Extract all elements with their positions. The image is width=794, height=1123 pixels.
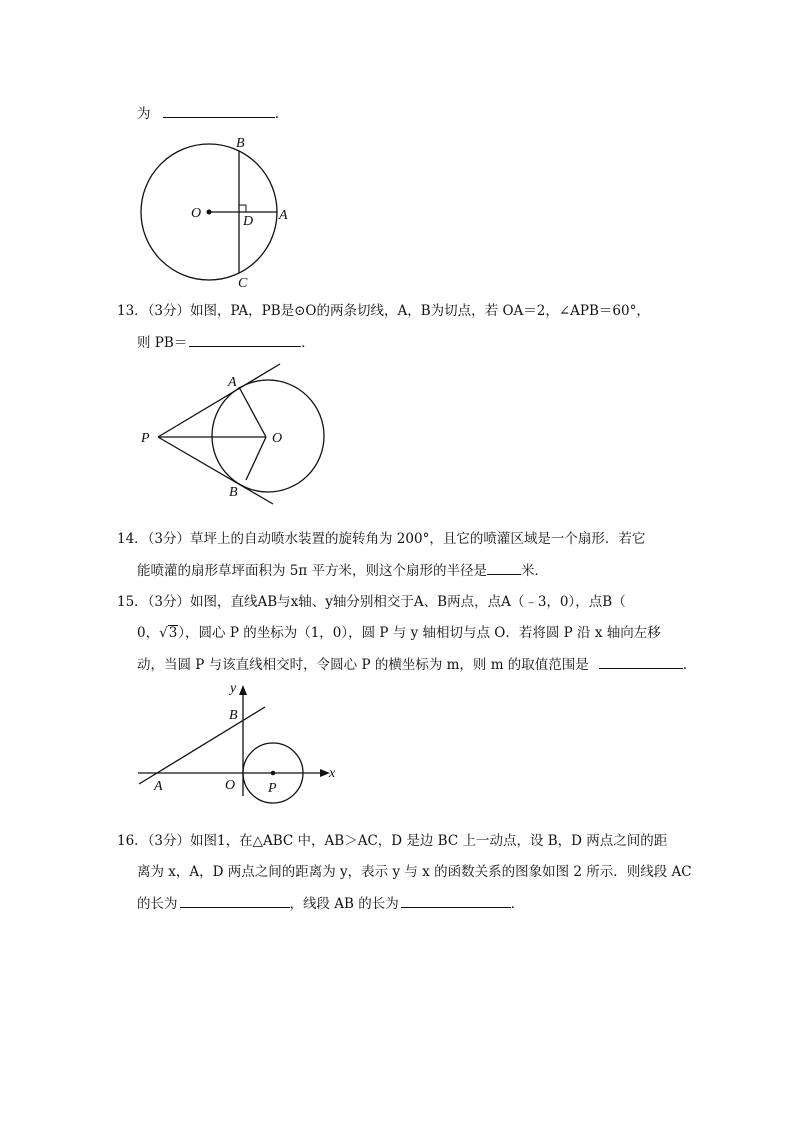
q15-y-axis-arrow <box>239 685 247 695</box>
q15-label-o: O <box>225 778 236 793</box>
q12-label-c: C <box>238 276 248 291</box>
q15-line-3-prefix: 动，当圆 P 与该直线相交时，令圆心 P 的横坐标为 m，则 m 的取值范围是 <box>137 657 589 673</box>
q13-circle <box>212 380 324 492</box>
q15-line-1: 15．（3分）如图，直线AB与x轴、y轴分别相交于A、B两点，点A（﹣3，0），点B（ <box>117 594 626 610</box>
q16-ab-blank[interactable] <box>401 894 511 908</box>
q16-ac-blank[interactable] <box>180 894 290 908</box>
q12-answer-line <box>137 104 288 123</box>
q12-label-d: D <box>243 214 254 229</box>
q13-answer-blank[interactable] <box>189 333 301 347</box>
q13-label-o: O <box>272 431 283 446</box>
q15-label-a: A <box>154 779 163 794</box>
q16-line-3-end: ． <box>510 896 525 912</box>
q13-label-p: P <box>141 431 150 446</box>
q16-line-1: 16．（3分）如图1，在△ABC 中，AB＞AC，D 是边 BC 上一动点，设 B，D 两点之间的距 <box>117 833 668 849</box>
q14-answer-blank[interactable] <box>487 561 521 575</box>
q15-label-y: y <box>230 681 237 696</box>
q16-line-3-mid: ，线段 AB 的长为 <box>289 896 399 912</box>
q13-radius-oa <box>239 387 266 437</box>
q13-label-b: B <box>229 485 238 500</box>
q14-line-2 <box>137 561 548 580</box>
q14-line-2-prefix: 能喷灌的扇形草坪面积为 5π 平方米，则这个扇形的半径是 <box>137 563 488 579</box>
q12-figure <box>130 130 300 292</box>
q15-center-dot <box>271 771 276 776</box>
q12-label-b: B <box>236 136 245 151</box>
q13-line-2 <box>137 333 315 352</box>
q13-figure <box>138 362 338 512</box>
q12-tail-word: 为 <box>137 106 151 122</box>
q12-tail-end: ． <box>274 106 289 122</box>
q15-label-b: B <box>229 708 238 723</box>
q15-label-p: P <box>268 781 277 796</box>
q14-line-1: 14．（3分）草坪上的自动喷水装置的旋转角为 200°，且它的喷灌区域是一个扇形．若它 <box>117 531 646 547</box>
q15-line-2 <box>137 624 661 642</box>
q16-line-2: 离为 x，A，D 两点之间的距离为 y，表示 y 与 x 的函数关系的图象如图 2 所示．则线段 AC <box>137 864 692 880</box>
q15-figure <box>130 678 345 798</box>
q15-sqrt-sign: √ <box>159 625 168 641</box>
q12-center-dot <box>207 210 212 215</box>
q13-tangent-pb <box>158 437 273 504</box>
q15-sqrt-value: 3 <box>168 625 178 641</box>
q14-line-2-end: 米． <box>521 563 549 579</box>
q15-line-3-end: ． <box>682 657 697 673</box>
q15-label-x: x <box>329 766 336 781</box>
q15-line-3 <box>137 655 696 674</box>
q16-line-3-prefix: 的长为 <box>137 896 178 912</box>
q12-answer-blank[interactable] <box>163 104 275 118</box>
q13-label-a: A <box>228 375 237 390</box>
q13-line-2-end: ． <box>301 335 315 351</box>
q15-line-2-a: 0， <box>137 625 160 641</box>
q13-radius-ob <box>246 437 266 480</box>
q16-line-3 <box>137 894 524 913</box>
q12-label-a: A <box>279 208 288 223</box>
q12-label-o: O <box>191 206 202 221</box>
q13-line-1: 13．（3分）如图，PA，PB是⊙O的两条切线，A，B为切点，若 OA＝2，∠APB＝60°， <box>117 303 650 319</box>
q15-line-2-b: ），圆心 P 的坐标为（1，0），圆 P 与 y 轴相切与点 O．若将圆 P 沿 x 轴向左移 <box>178 625 661 641</box>
q13-tangent-pa <box>158 364 280 437</box>
q15-answer-blank[interactable] <box>599 655 683 669</box>
q12-right-angle-mark <box>239 205 246 212</box>
q13-line-2-prefix: 则 PB＝ <box>137 335 188 351</box>
